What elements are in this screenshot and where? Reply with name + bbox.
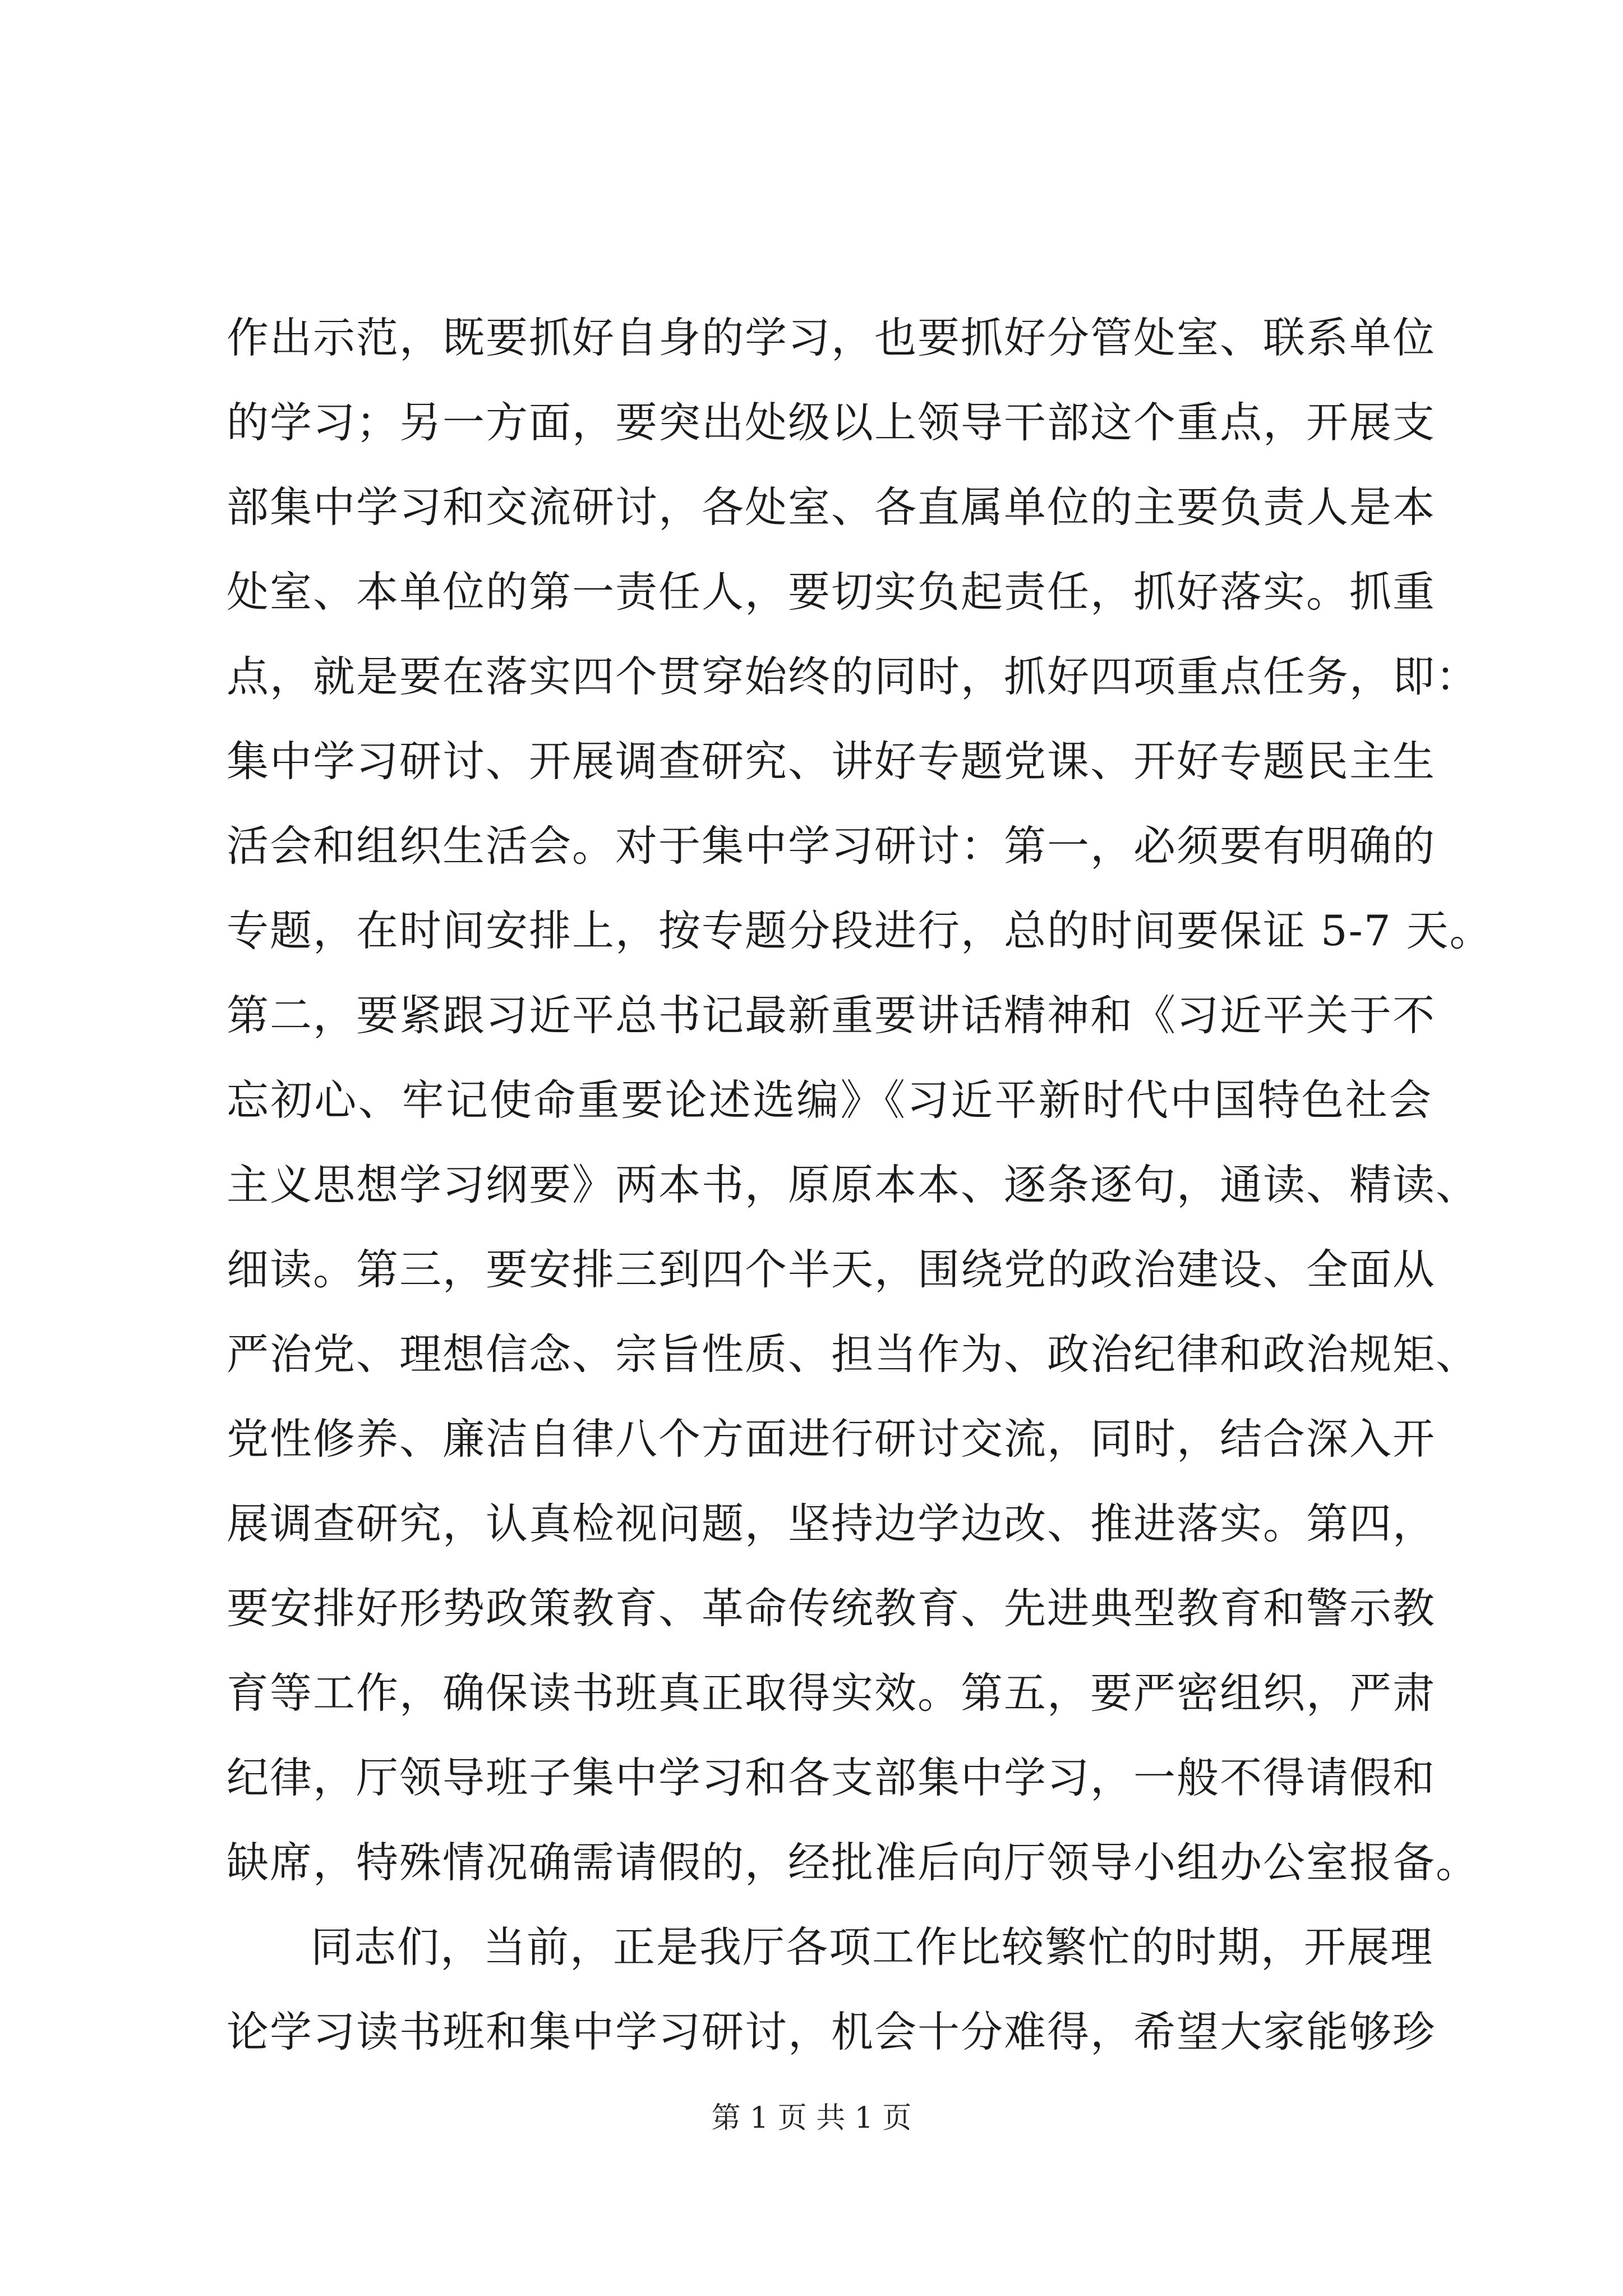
text-line: 同志们，当前，正是我厅各项工作比较繁忙的时期，开展理 (311, 1922, 1434, 1972)
text-line: 论学习读书班和集中学习研讨，机会十分难得，希望大家能够珍 (227, 2007, 1436, 2056)
text-line: 活会和组织生活会。对于集中学习研讨：第一，必须要有明确的 (227, 821, 1436, 871)
text-line: 集中学习研讨、开展调查研究、讲好专题党课、开好专题民主生 (227, 737, 1436, 786)
text-line: 处室、本单位的第一责任人，要切实负起责任，抓好落实。抓重 (227, 567, 1436, 616)
text-line: 的学习；另一方面，要突出处级以上领导干部这个重点，开展支 (227, 398, 1436, 447)
text-line: 部集中学习和交流研讨，各处室、各直属单位的主要负责人是本 (227, 482, 1436, 532)
text-line: 党性修养、廉洁自律八个方面进行研讨交流，同时，结合深入开 (227, 1414, 1436, 1464)
text-line: 缺席，特殊情况确需请假的，经批准后向厅领导小组办公室报备。 (227, 1838, 1479, 1887)
paragraph-1 (227, 296, 1493, 1905)
page-footer (0, 2096, 1623, 2141)
text-line: 要安排好形势政策教育、革命传统教育、先进典型教育和警示教 (227, 1584, 1436, 1633)
text-line: 作出示范，既要抓好自身的学习，也要抓好分管处室、联系单位 (227, 313, 1436, 362)
text-line: 点，就是要在落实四个贯穿始终的同时，抓好四项重点任务，即： (227, 652, 1479, 701)
text-line: 细读。第三，要安排三到四个半天，围绕党的政治建设、全面从 (227, 1245, 1436, 1294)
text-line: 专题，在时间安排上，按专题分段进行，总的时间要保证 5-7 天。 (227, 906, 1493, 955)
text-line: 主义思想学习纲要》两本书，原原本本、逐条逐句，通读、精读、 (227, 1160, 1479, 1209)
text-line: 严治党、理想信念、宗旨性质、担当作为、政治纪律和政治规矩、 (227, 1329, 1479, 1379)
document-body (227, 296, 1493, 2074)
text-line: 纪律，厅领导班子集中学习和各支部集中学习，一般不得请假和 (227, 1753, 1436, 1802)
paragraph-2 (227, 1905, 1436, 2074)
text-line: 忘初心、牢记使命重要论述选编》《习近平新时代中国特色社会 (227, 1075, 1432, 1125)
text-line: 展调查研究，认真检视问题，坚持边学边改、推进落实。第四， (227, 1499, 1436, 1548)
text-line: 第二，要紧跟习近平总书记最新重要讲话精神和《习近平关于不 (227, 991, 1436, 1040)
page-number-label: 第 1 页 共 1 页 (711, 2101, 912, 2135)
text-line: 育等工作，确保读书班真正取得实效。第五，要严密组织，严肃 (227, 1668, 1436, 1718)
